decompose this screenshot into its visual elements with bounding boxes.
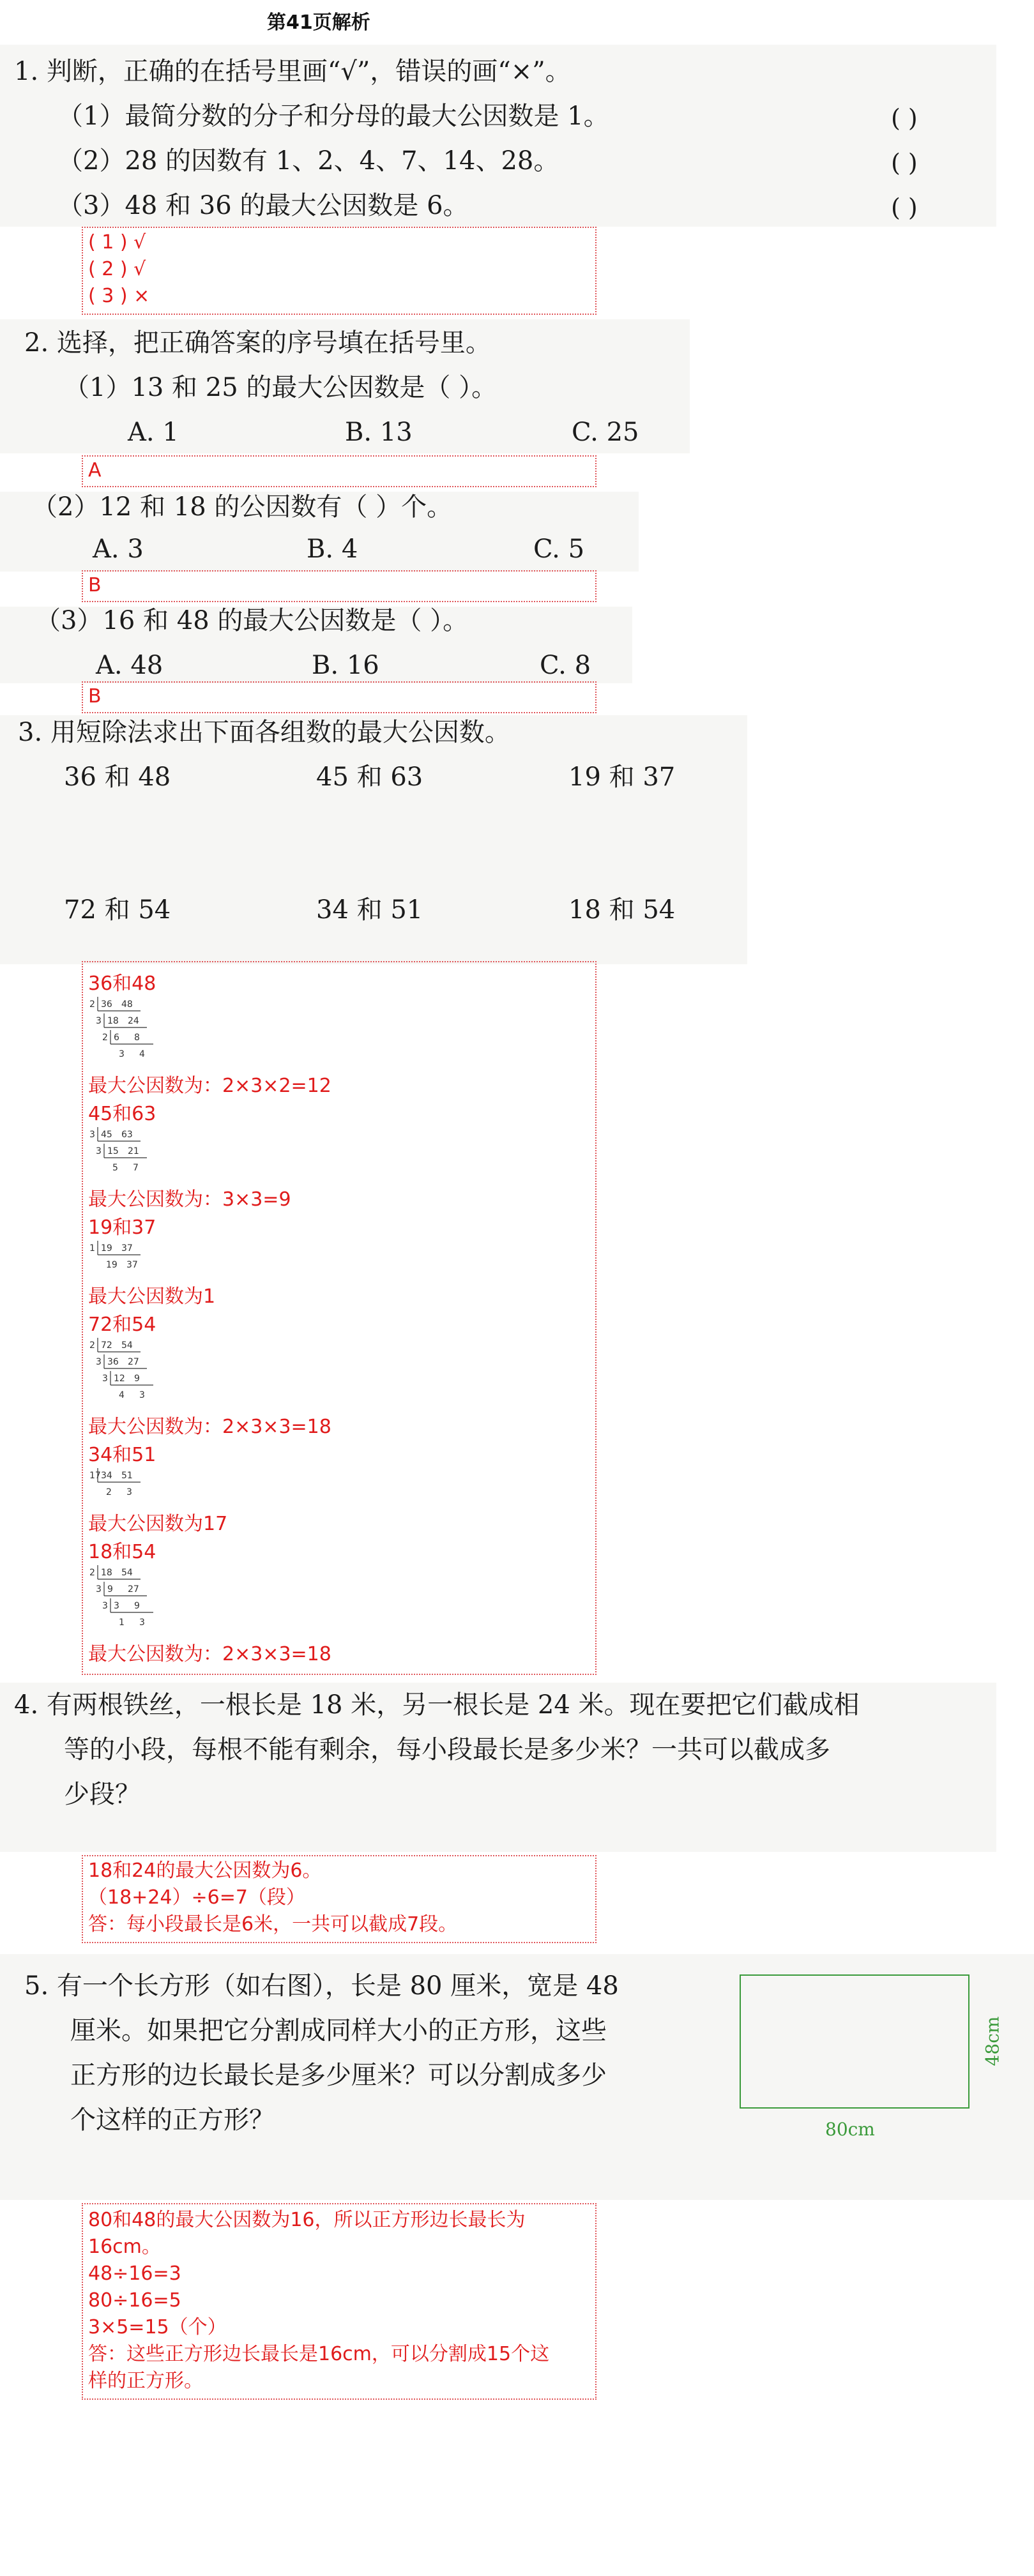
divisor: 3	[89, 1130, 95, 1140]
q3-answer-result: 最大公因数为：3×3=9	[88, 1188, 291, 1211]
q2-part-3-option-a: A. 48	[96, 651, 163, 680]
dividend-b: 27	[128, 1357, 139, 1367]
q2-stem: 2. 选择，把正确答案的序号填在括号里。	[24, 328, 491, 358]
dividend-b: 54	[121, 1568, 133, 1578]
dividend-b: 54	[121, 1340, 133, 1351]
dividend-a: 12	[114, 1374, 125, 1384]
quotient: 4	[139, 1049, 145, 1059]
quotient: 7	[133, 1163, 139, 1173]
q3-answer-title: 45和63	[88, 1103, 156, 1125]
dividend-b: 48	[121, 999, 133, 1010]
q2-part-2-question: （2）12 和 18 的公因数有（ ）个。	[32, 492, 453, 522]
q2-part-3-answer-box	[82, 681, 597, 713]
page-title: 第41页解析	[267, 11, 370, 34]
q4-answer-3: 答：每小段最长是6米，一共可以截成7段。	[88, 1913, 458, 1936]
q2-part-3-question: （3）16 和 48 的最大公因数是（ ）。	[35, 606, 469, 635]
q2-part-2-answer: B	[88, 574, 102, 596]
q3-answer-title: 36和48	[88, 973, 156, 995]
divisor: 3	[96, 1146, 102, 1156]
q2-part-1-option-a: A. 1	[128, 418, 179, 447]
q3-pair-5: 34 和 51	[316, 895, 423, 925]
q3-pair-6: 18 和 54	[568, 895, 676, 925]
quotient: 2	[106, 1487, 112, 1497]
q3-answer-title: 19和37	[88, 1216, 156, 1239]
dividend-a: 3	[114, 1601, 119, 1611]
dividend-a: 36	[107, 1357, 119, 1367]
dividend-b: 8	[134, 1033, 140, 1043]
quotient: 37	[126, 1260, 138, 1270]
q5-answer-box	[82, 2203, 597, 2400]
q1-answer-box	[82, 227, 597, 315]
divisor: 2	[89, 1568, 95, 1578]
divisor: 2	[102, 1033, 108, 1043]
q1-item-2: （2）28 的因数有 1、2、4、7、14、28。	[57, 146, 559, 176]
q3-answer-box	[82, 961, 597, 1675]
short-division-diagram	[88, 1126, 178, 1179]
q3-answer-result: 最大公因数为17	[88, 1513, 228, 1535]
q5-answer-2: 16cm。	[88, 2236, 161, 2258]
dividend-a: 19	[101, 1243, 112, 1254]
dividend-b: 51	[121, 1471, 133, 1481]
q4-answer-box	[82, 1855, 597, 1943]
q1-item-2-paren: ( )	[891, 149, 918, 177]
dividend-b: 27	[128, 1584, 139, 1595]
divisor: 2	[89, 1340, 95, 1351]
q3-pair-3: 19 和 37	[568, 762, 676, 792]
q3-background	[0, 715, 747, 964]
q2-part-1-question: （1）13 和 25 的最大公因数是（ ）。	[64, 373, 498, 402]
rectangle-width-label: 80cm	[825, 2119, 875, 2140]
quotient: 1	[119, 1618, 125, 1628]
q1-item-1: （1）最简分数的分子和分母的最大公因数是 1。	[57, 102, 609, 131]
short-division-diagram	[88, 1337, 178, 1407]
divisor: 3	[96, 1584, 102, 1595]
q3-answer-title: 18和54	[88, 1541, 156, 1563]
q4-answer-2: （18+24）÷6=7（段）	[88, 1886, 305, 1909]
q5-answer-5: 3×5=15（个）	[88, 2316, 227, 2338]
q1-item-3: （3）48 和 36 的最大公因数是 6。	[57, 191, 469, 220]
dividend-a: 18	[101, 1568, 112, 1578]
dividend-a: 15	[107, 1146, 119, 1156]
q3-answer-result: 最大公因数为：2×3×2=12	[88, 1075, 331, 1097]
q3-pair-2: 45 和 63	[316, 762, 423, 792]
q3-answer-title: 72和54	[88, 1314, 156, 1336]
short-division-diagram	[88, 1239, 178, 1277]
q1-item-1-paren: ( )	[891, 104, 918, 132]
q3-pair-4: 72 和 54	[64, 895, 171, 925]
q2-part-1-answer: A	[88, 459, 102, 481]
q2-part-2-option-b: B. 4	[307, 534, 358, 564]
q1-stem: 1. 判断，正确的在括号里画“√”，错误的画“×”。	[14, 57, 571, 86]
dividend-a: 36	[101, 999, 112, 1010]
q2-part-1-option-c: C. 25	[572, 418, 639, 447]
q1-answer-1: ( 1 ) √	[88, 231, 146, 254]
q2-part-1-answer-box	[82, 455, 597, 487]
q2-part-2-option-a: A. 3	[93, 534, 144, 564]
q5-line-1: 5. 有一个长方形（如右图），长是 80 厘米，宽是 48	[24, 1971, 619, 2001]
q2-part-3-option-b: B. 16	[312, 651, 379, 680]
divisor: 1	[89, 1243, 95, 1254]
divisor: 3	[102, 1601, 108, 1611]
dividend-b: 37	[121, 1243, 133, 1254]
divisor: 3	[96, 1016, 102, 1026]
quotient: 3	[139, 1390, 145, 1400]
q5-answer-6: 答：这些正方形边长最长是16cm，可以分割成15个这	[88, 2343, 550, 2365]
quotient: 4	[119, 1390, 125, 1400]
dividend-a: 9	[107, 1584, 113, 1595]
rectangle-figure	[740, 1974, 969, 2109]
dividend-a: 45	[101, 1130, 112, 1140]
dividend-a: 18	[107, 1016, 119, 1026]
q1-answer-3: ( 3 ) ×	[88, 285, 150, 307]
q4-line-1: 4. 有两根铁丝，一根长是 18 米，另一根长是 24 米。现在要把它们截成相	[14, 1690, 860, 1720]
q5-line-3: 正方形的边长最长是多少厘米？可以分割成多少	[70, 2061, 607, 2090]
q2-part-2-answer-box	[82, 570, 597, 602]
q5-answer-4: 80÷16=5	[88, 2289, 181, 2312]
q3-stem: 3. 用短除法求出下面各组数的最大公因数。	[18, 718, 510, 747]
q3-pair-1: 36 和 48	[64, 762, 171, 792]
divisor: 3	[102, 1374, 108, 1384]
q5-line-4: 个这样的正方形？	[70, 2105, 275, 2135]
q4-answer-1: 18和24的最大公因数为6。	[88, 1860, 322, 1882]
dividend-b: 9	[134, 1601, 140, 1611]
q3-answer-title: 34和51	[88, 1444, 156, 1466]
q5-line-2: 厘米。如果把它分割成同样大小的正方形，这些	[70, 2016, 607, 2045]
dividend-b: 24	[128, 1016, 139, 1026]
q1-answer-2: ( 2 ) √	[88, 258, 146, 280]
dividend-a: 72	[101, 1340, 112, 1351]
quotient: 3	[126, 1487, 132, 1497]
quotient: 19	[106, 1260, 118, 1270]
quotient: 3	[139, 1618, 145, 1628]
q2-part-3-answer: B	[88, 685, 102, 708]
rectangle-height-label: 48cm	[982, 2016, 1003, 2066]
q1-item-3-paren: ( )	[891, 193, 918, 222]
q2-part-2-option-c: C. 5	[533, 534, 585, 564]
short-division-diagram	[88, 1467, 178, 1504]
divisor: 3	[96, 1357, 102, 1367]
q5-answer-1: 80和48的最大公因数为16，所以正方形边长最长为	[88, 2209, 526, 2231]
short-division-diagram	[88, 1564, 178, 1634]
quotient: 5	[112, 1163, 118, 1173]
dividend-b: 63	[121, 1130, 133, 1140]
quotient: 3	[119, 1049, 125, 1059]
q3-answer-result: 最大公因数为：2×3×3=18	[88, 1416, 331, 1438]
dividend-a: 6	[114, 1033, 119, 1043]
q3-answer-result: 最大公因数为：2×3×3=18	[88, 1643, 331, 1665]
dividend-b: 21	[128, 1146, 139, 1156]
divisor: 2	[89, 999, 95, 1010]
q4-line-3: 少段？	[64, 1780, 141, 1809]
dividend-b: 9	[134, 1374, 140, 1384]
q2-part-1-option-b: B. 13	[345, 418, 413, 447]
q5-answer-3: 48÷16=3	[88, 2262, 181, 2285]
q2-part-3-option-c: C. 8	[540, 651, 591, 680]
q4-line-2: 等的小段，每根不能有剩余，每小段最长是多少米？一共可以截成多	[64, 1735, 830, 1764]
divisor: 17	[89, 1471, 101, 1481]
dividend-a: 34	[101, 1471, 112, 1481]
q5-answer-7: 样的正方形。	[88, 2370, 203, 2392]
short-division-diagram	[88, 996, 178, 1066]
q3-answer-result: 最大公因数为1	[88, 1285, 216, 1308]
